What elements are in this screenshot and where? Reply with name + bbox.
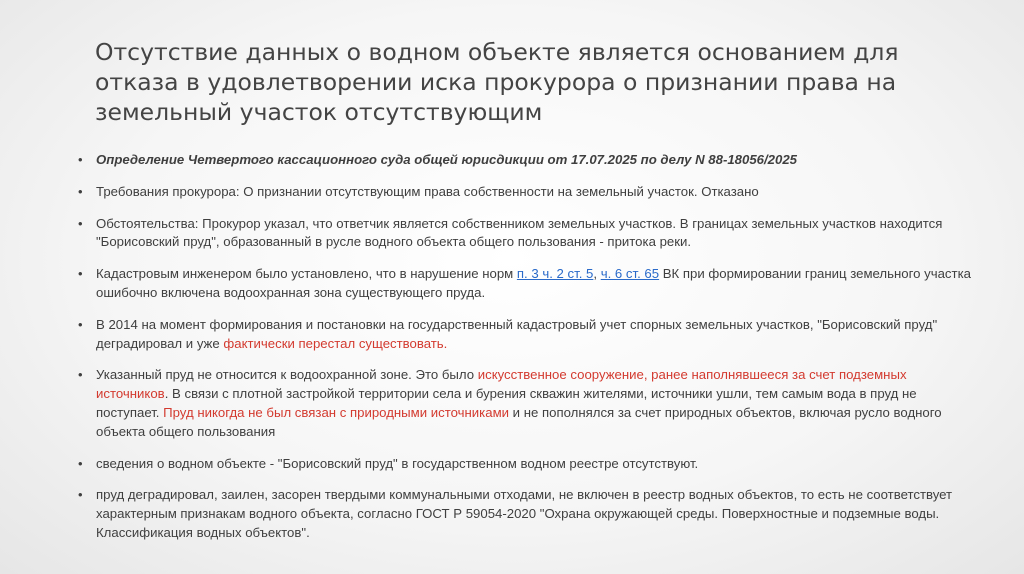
bullet-item-circumstances [78,215,978,253]
bullet-item-cadastral-engineer [78,265,978,303]
bullet-item-ruling [78,151,978,170]
bullet-item-degraded [78,486,978,542]
bullet-item-requirements [78,183,978,202]
bullet-dot-icon: • [78,183,83,199]
bullet-dot-icon: • [78,316,83,332]
highlight-text: искусственное сооружение, ранее наполнявшееся за счет подземных источников [96,367,907,402]
bullet-dot-icon: • [78,487,83,503]
highlight-text: Пруд никогда не был связан с природными источниками [163,404,509,420]
bullet-dot-icon: • [78,215,83,231]
bullet-text: Обстоятельства: Прокурор указал, что ответчик является собственником земельных участков. В границах земельных участков находится "Борисовский пруд", образованный в русле водного объекта общего пользования - притока реки. [96,215,943,250]
bullet-text: Определение Четвертого кассационного суда общей юрисдикции от 17.07.2025 по делу N 88-18056/2025 [96,152,798,167]
bullet-text-part: . В связи с плотной застройкой территории села и бурения скважин жителями, источники ушли, тем самым вода в пруд не поступает. [96,386,917,420]
bullet-item-water-registry [78,455,978,474]
bullet-dot-icon: • [78,367,83,383]
bullet-text-part: и не пополнялся за счет природных объектов, включая русло водного объекта общего пользования [96,404,942,439]
bullet-dot-icon: • [78,152,83,167]
slide-title: Отсутствие данных о водном объекте является основанием для отказа в удовлетворении иска прокурора о признании права на земельный участок отсутствующим [95,38,899,126]
law-link-article-65[interactable]: ч. 6 ст. 65 [600,266,660,282]
bullet-text: сведения о водном объекте - "Борисовский пруд" в государственном водном реестре отсутствуют. [96,455,699,471]
bullet-list [78,151,978,556]
bullet-text-part: ВК при формировании границ земельного участка ошибочно включена водоохранная зона существующего пруда. [96,266,971,300]
bullet-item-2014 [78,316,978,354]
bullet-dot-icon: • [78,266,83,282]
bullet-item-pond-status [78,366,978,441]
bullet-text-part: Кадастровым инженером было установлено, что в нарушение норм [96,266,517,282]
law-link-article-5[interactable]: п. 3 ч. 2 ст. 5 [516,266,594,282]
bullet-text: Требования прокурора: О признании отсутствующим права собственности на земельный участок. Отказано [96,183,759,199]
bullet-text-part: В 2014 на момент формирования и постановки на государственный кадастровый учет спорных земельных участков, "Борисовский пруд" деградировал и уже [96,316,938,351]
bullet-dot-icon: • [78,455,83,471]
bullet-text-part: , [593,266,601,282]
bullet-text-part: Указанный пруд не относится к водоохранной зоне. Это было [96,367,478,383]
bullet-text: пруд деградировал, заилен, засорен твердыми коммунальными отходами, не включен в реестр водных объектов, то есть не соответствует характерным признакам водного объекта, согласно ГОСТ Р 59054-2020 "Охрана окружающей среды. Поверхностные и подземные воды. Классификация водных объектов". [96,487,953,540]
highlight-text: фактически перестал существовать. [223,335,448,351]
